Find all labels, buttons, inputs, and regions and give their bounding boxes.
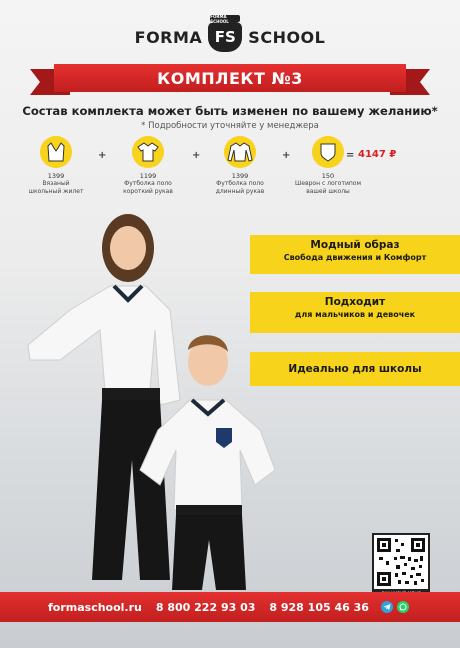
bundle-total-price: 4147 ₽ [358,149,397,160]
brand-mark-letters: FS [214,28,236,46]
item-desc-line2: школьный жилет [28,187,84,195]
bundle-item-vest [20,136,92,195]
item-desc-line2: вашей школы [306,187,350,195]
whatsapp-icon[interactable] [397,601,409,613]
benefit-banner-style [250,235,460,274]
bundle-items [20,136,440,206]
long-sleeve-polo-icon [224,136,256,168]
banner-title: Идеально для школы [288,363,422,375]
banner-subtitle: для мальчиков и девочек [294,310,416,319]
subnote: * Подробности уточняйте у менеджера [141,121,319,131]
bundle-item-long-polo [204,136,276,195]
telegram-icon[interactable] [381,601,393,613]
brand-word-left: FORMA [134,27,203,47]
item-desc-line1: Футболка поло [216,180,264,187]
short-sleeve-polo-icon [132,136,164,168]
item-desc-line2: длинный рукав [215,187,265,195]
bundle-item-short-polo [112,136,184,195]
brand-logo [0,13,460,52]
equals-sign: = [346,150,355,161]
banner-subtitle: Свобода движения и Комфорт [283,253,427,262]
brand-mark-sub: FORMA SCHOOL [210,15,240,22]
phone-link-2[interactable]: 8 928 105 46 36 [269,600,369,614]
item-price: 150 [321,172,335,180]
school-badge-icon [312,136,344,168]
item-desc-line1: Шеврон с логотипом [294,180,361,187]
title-ribbon [30,64,430,94]
benefit-banner-school [250,352,460,386]
ribbon-title: КОМПЛЕКТ №3 [54,64,406,92]
item-price: 1199 [139,172,157,180]
brand-mark [208,13,242,52]
benefit-banner-fit [250,292,460,333]
website-link[interactable]: formaschool.ru [48,600,142,614]
vest-icon [40,136,72,168]
plus-sign: + [192,150,201,161]
bundle-item-badge [292,136,364,195]
item-desc-line2: короткий рукав [123,187,173,195]
plus-sign: + [98,150,107,161]
messenger-icons [381,601,409,613]
item-price: 1399 [231,172,249,180]
item-desc-line1: Футболка поло [124,180,172,187]
brand-word-right: SCHOOL [248,27,326,47]
girl-figure [28,214,180,580]
headline: Состав комплекта может быть изменен по вашему желанию* [22,104,438,118]
item-desc-line1: Вязаный [42,180,70,187]
contact-footer [0,592,460,622]
qr-code[interactable] [372,533,430,591]
item-price: 1399 [47,172,65,180]
banner-title: Модный образ [310,239,400,251]
plus-sign: + [282,150,291,161]
qr-pattern-icon [374,535,428,589]
banner-title: Подходит [324,296,386,308]
phone-link-1[interactable]: 8 800 222 93 03 [155,600,256,614]
